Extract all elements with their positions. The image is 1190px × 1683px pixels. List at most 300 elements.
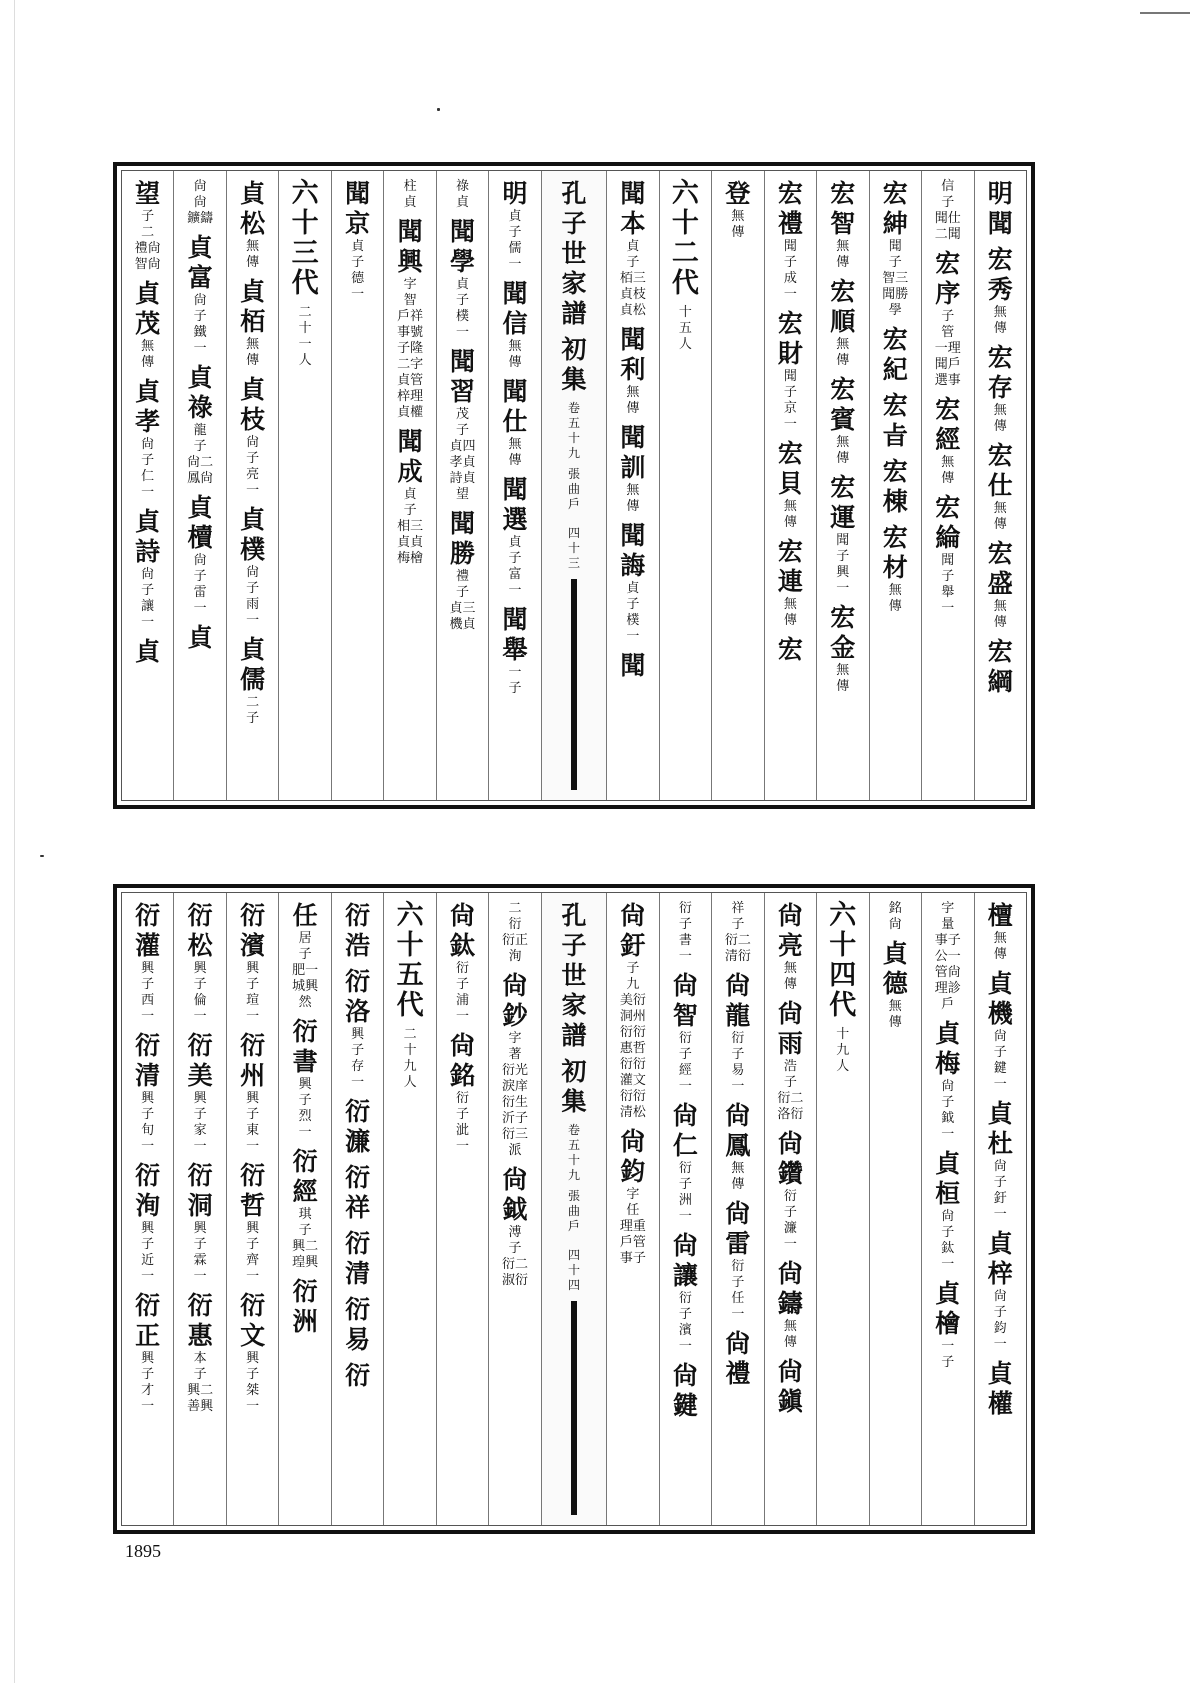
entry-name: 聞本: [620, 179, 646, 238]
entry: [502, 971, 528, 1159]
entry: [187, 179, 213, 227]
entry-note: 衍子書一: [678, 901, 692, 964]
entry: [673, 1101, 698, 1225]
entry-name: 宏綸: [935, 493, 961, 552]
entry-note: 無傳: [993, 305, 1007, 336]
entry-name: 衍洲: [292, 1277, 318, 1336]
entry-note: 無傳: [941, 455, 955, 486]
entry: [935, 249, 961, 389]
entry: [240, 375, 265, 499]
entry: [404, 1027, 417, 1091]
entry-name: 聞習: [450, 347, 476, 406]
entry: [620, 651, 645, 681]
entry: [935, 1149, 960, 1273]
entry-note: 聞子: [888, 239, 902, 270]
entry-note: 興子存一: [351, 1027, 365, 1090]
entry-note: 銘尙: [888, 901, 902, 932]
entry-name: 貞權: [987, 1359, 1013, 1418]
entry-note: 聞子舉一: [941, 553, 955, 616]
entry-name: 貞孝: [135, 377, 161, 436]
entry: [778, 1129, 803, 1253]
entry-note-continued: 尙二鳳尙: [187, 455, 214, 486]
name-column: [226, 893, 278, 1525]
entry: [673, 1231, 698, 1355]
entry-name: 宏秀: [987, 245, 1013, 304]
entry-note: 尙子鉞一: [941, 1079, 955, 1142]
entry-name: 檀: [987, 901, 1013, 930]
entry-note: 無傳: [731, 209, 745, 240]
entry: [188, 1031, 213, 1155]
entry: [830, 375, 855, 467]
entry-note: 十五人: [678, 305, 692, 352]
entry: [725, 901, 751, 965]
entry-note-continued: 栢三貞枝貞松: [619, 271, 646, 318]
entry: [240, 277, 265, 369]
entry: [135, 377, 160, 501]
entry-note: 貞子: [403, 487, 417, 518]
entry-name: 宏運: [830, 473, 856, 532]
entry-note: 聞子興一: [836, 533, 850, 596]
entry-note: 一子: [508, 665, 522, 696]
name-column: [331, 171, 383, 800]
entry: [240, 505, 265, 629]
entry: [672, 179, 699, 299]
entry-name: 宏仕: [987, 441, 1013, 500]
entry-name: 衍美: [187, 1031, 213, 1090]
entry-note: 尙子鍵一: [993, 1029, 1007, 1092]
entry-name: 登: [725, 179, 751, 208]
entry: [778, 1259, 803, 1351]
name-column: [436, 171, 488, 800]
entry-note-continued: 理重戶管事子: [619, 1219, 646, 1266]
name-column: [226, 171, 278, 800]
entry-note-continued: 禮尙智尙: [134, 241, 161, 272]
entry-note: 無傳: [626, 483, 640, 514]
entry-note: 二衍: [508, 901, 522, 932]
entry: [240, 1291, 265, 1415]
entry-name: 貞栢: [240, 277, 266, 336]
entry-note: 子九: [626, 961, 640, 992]
entry: [725, 971, 750, 1095]
entry: [988, 441, 1013, 533]
entry-name: 明: [502, 179, 528, 208]
entry-name: 尙釪: [620, 901, 646, 960]
entry: [935, 1019, 960, 1143]
entry-name: 尙雷: [725, 1199, 751, 1258]
entry-name: 衍清: [345, 1229, 371, 1288]
entry-note: 尙子讓一: [141, 567, 155, 630]
entry: [502, 1165, 528, 1289]
entry-note: 無傳: [836, 435, 850, 466]
entry-note: 聞子成一: [783, 239, 797, 302]
entry-note: 衍子濱一: [678, 1291, 692, 1354]
entry-name: 尙鑽: [777, 1129, 803, 1188]
entry-note: 興子倫一: [193, 961, 207, 1024]
entry: [836, 1027, 849, 1075]
entry-note: 貞子富一: [508, 535, 522, 598]
name-column: [606, 893, 658, 1525]
entry-name: 宏序: [935, 249, 961, 308]
generation-column: [816, 893, 868, 1525]
name-column: [436, 893, 488, 1525]
entry-note: 禮子: [456, 569, 470, 600]
entry-note: 浩子: [783, 1059, 797, 1090]
entry-name: 衍濱: [240, 901, 266, 960]
entry-name: 衍浩: [345, 901, 371, 960]
entry: [240, 179, 265, 271]
entry-name: 六十五代: [396, 900, 424, 1021]
entry-note-continued: 美衍洞州衍衍惠哲衍衍灌文衍衍清松: [619, 993, 646, 1120]
entry-name: 任: [292, 901, 318, 930]
entry: [620, 521, 645, 645]
name-column: [764, 171, 816, 800]
entry-note-continued: 肥一城興然: [292, 963, 319, 1010]
entry: [345, 967, 370, 1091]
entry-note-continued: 相三貞貞梅檜: [397, 519, 424, 566]
entry-name: 宏存: [987, 343, 1013, 402]
volume-label: 卷五十九: [567, 401, 580, 460]
entry-note-continued: 智三聞勝學: [882, 271, 909, 318]
entry-note: 興子旬一: [141, 1091, 155, 1154]
genealogy-panel-top: [113, 162, 1035, 809]
entry-name: 貞杜: [987, 1099, 1013, 1158]
entry: [188, 901, 213, 1025]
entry-note: 二子: [246, 695, 260, 726]
entry-name: 衍正: [135, 1291, 161, 1350]
entry: [882, 179, 908, 319]
generation-column: [659, 171, 711, 800]
entry: [673, 1361, 698, 1421]
entry-name: 尙鉞: [502, 1165, 528, 1224]
entry-name: 尙讓: [672, 1231, 698, 1290]
entry: [187, 1291, 213, 1415]
entry: [345, 1361, 370, 1391]
entry-name: 望: [135, 179, 161, 208]
entry: [988, 245, 1013, 337]
entry: [778, 635, 803, 665]
entry-name: 貞富: [187, 233, 213, 292]
entry-name: 衍灌: [135, 901, 161, 960]
name-column: [488, 171, 540, 800]
name-column: [122, 171, 173, 800]
entry-note: 祿貞: [456, 179, 470, 210]
entry: [450, 217, 475, 341]
entry-note: 無傳: [993, 599, 1007, 630]
entry-note-continued: 興二善興: [187, 1383, 214, 1414]
entry-name: 衍文: [240, 1291, 266, 1350]
entry-note: 字任: [626, 1187, 640, 1218]
fishtail-bar: [571, 1301, 577, 1515]
entry-name: 尙鈔: [502, 971, 528, 1030]
entry-name: 聞: [620, 651, 646, 680]
entry: [935, 179, 961, 243]
entry-note: 二十一人: [298, 305, 312, 368]
entry-note-continued: 衍正洵: [502, 933, 529, 964]
entry-name: 尙鎭: [777, 1357, 803, 1416]
name-column: [659, 893, 711, 1525]
entry-note-continued: 衍光淚庠衍生沂子衍三派: [502, 1063, 529, 1158]
entry-note: 尙子釪一: [993, 1159, 1007, 1222]
entry-note-continued: 衍二淑衍: [502, 1257, 529, 1288]
entry-note: 無傳: [836, 239, 850, 270]
speck: [437, 108, 440, 111]
entry: [240, 1161, 265, 1285]
entry: [188, 233, 213, 357]
name-column: [974, 893, 1026, 1525]
entry: [830, 473, 855, 597]
entry-note: 尙子鐵一: [193, 293, 207, 356]
entry-name: 尙仁: [672, 1101, 698, 1160]
entry-note: 衍子經一: [678, 1031, 692, 1094]
entry: [345, 1097, 370, 1157]
entry: [397, 427, 423, 567]
entry-note: 興子近一: [141, 1221, 155, 1284]
entry-note: 無傳: [508, 339, 522, 370]
entry: [620, 179, 646, 319]
entry-name: 貞梅: [935, 1019, 961, 1078]
entry-note: 無傳: [731, 1161, 745, 1192]
entry: [830, 277, 855, 369]
entry-note: 無傳: [836, 337, 850, 368]
entry-name: 尙智: [672, 971, 698, 1030]
entry-note: 興子西一: [141, 961, 155, 1024]
entry: [502, 901, 528, 965]
house-label: 張曲戶: [567, 1189, 580, 1233]
entry: [988, 1099, 1013, 1223]
entry-note: 無傳: [836, 663, 850, 694]
entry: [240, 901, 265, 1025]
entry-note-continued: 一理聞戶選事: [934, 341, 961, 388]
entry-name: 衍惠: [187, 1291, 213, 1350]
entry-name: 尙鈦: [450, 901, 476, 960]
name-column: [816, 171, 868, 800]
entry: [135, 179, 161, 273]
entry: [778, 439, 803, 531]
entry-name: 宏紀: [882, 325, 908, 384]
entry-name: 宏順: [830, 277, 856, 336]
folio-number: 四十三: [567, 526, 580, 570]
name-column: [974, 171, 1026, 800]
entry-name: 宏財: [777, 309, 803, 368]
speck: [40, 855, 44, 857]
entry: [292, 1147, 318, 1271]
entry-note: 無傳: [993, 403, 1007, 434]
entry-name: 聞興: [397, 217, 423, 276]
entry-note: 尙子雷一: [193, 553, 207, 616]
entry-name: 六十三代: [291, 178, 319, 299]
entry-name: 聞仕: [502, 377, 528, 436]
entry: [188, 623, 213, 653]
entry-note-continued: 興二瑝興: [292, 1239, 319, 1270]
entry: [345, 901, 370, 961]
entry: [988, 539, 1013, 631]
entry: [883, 457, 908, 517]
name-column: [711, 893, 763, 1525]
entry: [988, 969, 1013, 1093]
page-number: 1895: [125, 1541, 161, 1561]
entry-note: 興子霖一: [193, 1221, 207, 1284]
entry-note: 字著: [508, 1031, 522, 1062]
entry-name: 衍松: [187, 901, 213, 960]
name-column: [122, 893, 173, 1525]
entry-name: 孔子世家譜: [561, 901, 587, 1050]
entry-name: 衍濂: [345, 1097, 371, 1156]
entry-note: 興子家一: [193, 1091, 207, 1154]
entry: [889, 901, 902, 933]
generation-column: [383, 893, 435, 1525]
entry-note: 興子東一: [246, 1091, 260, 1154]
entry-note: 貞子儒一: [508, 209, 522, 272]
entry-name: 宏禮: [777, 179, 803, 238]
folio-number: 四十四: [567, 1248, 580, 1292]
entry-note: 二十九人: [403, 1027, 417, 1090]
entry-name: 聞利: [620, 325, 646, 384]
entry: [725, 1101, 750, 1193]
entry: [883, 391, 908, 451]
entry-name: 聞訓: [620, 423, 646, 482]
entry-note: 尙子雨一: [246, 565, 260, 628]
entry: [620, 325, 645, 417]
entry-name: 貞機: [987, 969, 1013, 1028]
entry: [988, 637, 1013, 697]
entry-note-continued: 聞仕二聞: [934, 211, 961, 242]
entry-name: 宏棟: [882, 457, 908, 516]
entry-note-continued: 鑛鑄: [187, 211, 214, 226]
entry-name: 尙禮: [725, 1329, 751, 1388]
entry-note: 無傳: [246, 337, 260, 368]
entry-note-continued: 戶祥事號子隆二字貞管梓理貞權: [397, 309, 424, 420]
entry: [620, 1127, 646, 1267]
entry-note: 子管: [941, 309, 955, 340]
entry-name: 聞選: [502, 475, 528, 534]
entry-note: 尙尙: [193, 179, 207, 210]
entry: [293, 1017, 318, 1141]
genealogy-panel-bottom: [113, 884, 1035, 1534]
entry: [883, 325, 908, 385]
name-column: [921, 171, 973, 800]
entry-name: 宏經: [935, 395, 961, 454]
entry: [450, 347, 476, 503]
name-column: [711, 171, 763, 800]
entry: [450, 509, 476, 633]
entry-note: 貞子樸一: [626, 581, 640, 644]
entry-name: 聞學: [450, 217, 476, 276]
entry-name: 貞: [187, 623, 213, 652]
entry-name: 衍哲: [240, 1161, 266, 1220]
entry-name: 貞詩: [135, 507, 161, 566]
entry: [988, 343, 1013, 435]
entry-name: 衍易: [345, 1295, 371, 1354]
entry-note: 貞子: [626, 239, 640, 270]
entry-name: 六十二代: [671, 178, 699, 299]
entry-name: 宏智: [830, 179, 856, 238]
entry-note-continued: 貞三機貞: [449, 601, 476, 632]
entry: [673, 971, 698, 1095]
entry-name: 衍洞: [187, 1161, 213, 1220]
entry-name: 貞松: [240, 179, 266, 238]
entry: [988, 179, 1013, 239]
entry-name: 宏: [777, 635, 803, 664]
entry-note: 無傳: [141, 339, 155, 370]
entry: [397, 217, 423, 421]
entry-note: 本子: [193, 1351, 207, 1382]
entry-note-continued: 貞四孝貞詩貞望: [449, 439, 476, 502]
entry-note: 龍子: [193, 423, 207, 454]
entry-note: 十九人: [836, 1027, 850, 1074]
title-column: [541, 893, 606, 1525]
entry: [935, 395, 960, 487]
entry-name: 初集: [561, 335, 587, 394]
entry-name: 聞舉: [502, 605, 528, 664]
entry-note: 興子才一: [141, 1351, 155, 1414]
entry: [988, 901, 1013, 963]
entry-note: 茂子: [456, 407, 470, 438]
entry: [620, 423, 645, 515]
entry-name: 衍經: [292, 1147, 318, 1206]
entry: [503, 475, 528, 599]
entry: [503, 377, 528, 469]
entry: [456, 179, 469, 211]
entry-note: 興子瑄一: [246, 961, 260, 1024]
entry: [830, 179, 855, 271]
entry: [679, 901, 692, 965]
entry-name: 宏材: [882, 523, 908, 582]
title-column: [541, 171, 606, 800]
volume-label: 卷五十九: [567, 1123, 580, 1182]
entry-name: 宏綱: [987, 637, 1013, 696]
entry: [135, 1161, 160, 1285]
name-column: [331, 893, 383, 1525]
entry-note: 無傳: [993, 931, 1007, 962]
entry-name: 初集: [561, 1057, 587, 1116]
entry: [778, 1357, 803, 1417]
entry: [561, 1057, 586, 1117]
entry: [883, 523, 908, 615]
entry-note: 一子: [941, 1339, 955, 1370]
entry-name: 衍: [345, 1361, 371, 1390]
entry: [345, 1229, 370, 1289]
entry-name: 宏盛: [987, 539, 1013, 598]
entry: [725, 179, 750, 241]
entry-note: 柱貞: [403, 179, 417, 210]
entry-note: 興子桀一: [246, 1351, 260, 1414]
entry: [778, 309, 803, 433]
entry-note: 子二: [141, 209, 155, 240]
entry: [240, 1031, 265, 1155]
entry-name: 貞祿: [187, 363, 213, 422]
entry-note: 無傳: [888, 583, 902, 614]
entry-note: 興子齊一: [246, 1221, 260, 1284]
columns-bottom: [122, 893, 1026, 1525]
entry-note: 衍子泚一: [456, 1091, 470, 1154]
entry-name: 尙雨: [777, 999, 803, 1058]
entry-note: 居子: [298, 931, 312, 962]
scan-edge: [14, 0, 15, 1683]
entry: [679, 305, 692, 353]
generation-column: [278, 171, 330, 800]
entry-note: 無傳: [888, 999, 902, 1030]
entry-name: 尙龍: [725, 971, 751, 1030]
entry-name: 貞梓: [987, 1229, 1013, 1288]
entry-name: 衍洛: [345, 967, 371, 1026]
entry: [188, 493, 213, 617]
entry: [725, 1329, 750, 1389]
entry: [503, 279, 528, 371]
entry-note: 無傳: [783, 499, 797, 530]
entry-name: 孔子世家譜: [561, 179, 587, 328]
entry: [450, 901, 475, 1025]
entry: [404, 179, 417, 211]
